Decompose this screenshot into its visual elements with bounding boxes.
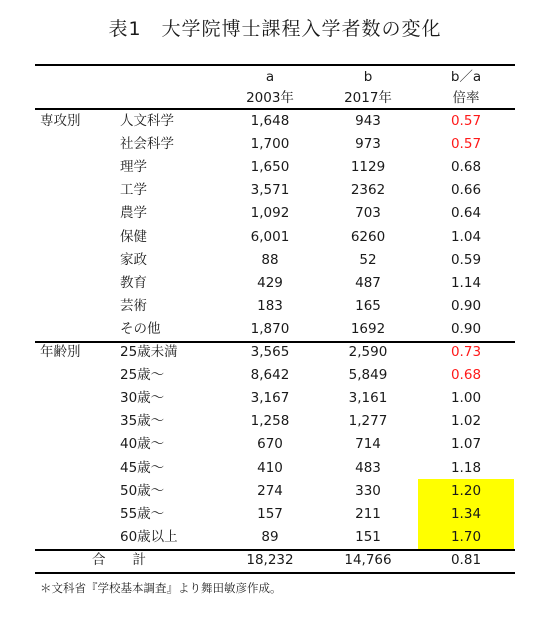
value-2017: 487 <box>355 274 381 291</box>
header-col-a-letter: a <box>265 69 275 85</box>
row-category: 40歳～ <box>120 436 165 453</box>
value-2017: 2362 <box>350 182 386 199</box>
row-category: 家政 <box>120 251 147 268</box>
value-2017: 52 <box>359 251 377 268</box>
header-rule <box>35 108 515 110</box>
value-2017: 1129 <box>350 159 386 176</box>
value-ratio: 1.07 <box>450 436 482 453</box>
row-category: 25歳未満 <box>120 344 178 360</box>
value-ratio: 0.68 <box>450 159 482 176</box>
value-2003: 670 <box>257 436 283 453</box>
value-2017: 483 <box>355 459 381 476</box>
value-2003: 1,870 <box>250 320 290 337</box>
value-2017: 943 <box>355 113 381 129</box>
value-ratio: 0.90 <box>450 297 482 314</box>
value-2017: 5,849 <box>348 367 388 384</box>
total-ratio: 0.81 <box>450 551 482 568</box>
row-category: 保健 <box>120 228 147 245</box>
value-2017: 2,590 <box>348 344 388 360</box>
value-2003: 274 <box>257 482 283 499</box>
top-rule <box>35 64 515 66</box>
value-2017: 6260 <box>350 228 386 245</box>
value-ratio: 0.73 <box>450 344 482 360</box>
value-ratio: 0.90 <box>450 320 482 337</box>
value-2003: 1,650 <box>250 159 290 176</box>
value-ratio: 1.18 <box>450 459 482 476</box>
value-2003: 1,258 <box>250 413 290 430</box>
value-ratio: 1.34 <box>450 505 482 522</box>
row-category: 芸術 <box>120 297 147 314</box>
value-2003: 6,001 <box>250 228 290 245</box>
value-2003: 8,642 <box>250 367 290 384</box>
value-2017: 973 <box>355 136 381 153</box>
value-2003: 157 <box>257 505 283 522</box>
header-ratio: 倍率 <box>452 90 480 106</box>
row-category: 農学 <box>120 205 147 222</box>
row-category: 社会科学 <box>120 136 174 153</box>
value-ratio: 1.20 <box>450 482 482 499</box>
value-ratio: 0.64 <box>450 205 482 222</box>
value-ratio: 0.68 <box>450 367 482 384</box>
value-2003: 3,565 <box>250 344 290 360</box>
total-2017: 14,766 <box>344 551 392 568</box>
value-2017: 165 <box>355 297 381 314</box>
row-category: 55歳～ <box>120 505 165 522</box>
value-2003: 410 <box>257 459 283 476</box>
total-label: 合 計 <box>92 551 146 568</box>
header-col-b-letter: b <box>363 69 373 85</box>
section-label: 年齢別 <box>40 344 81 360</box>
row-category: その他 <box>120 320 161 337</box>
value-ratio: 1.00 <box>450 390 482 407</box>
row-category: 50歳～ <box>120 482 165 499</box>
section-label: 専攻別 <box>40 113 81 129</box>
value-2003: 88 <box>261 251 279 268</box>
row-category: 理学 <box>120 159 147 176</box>
row-category: 45歳～ <box>120 459 165 476</box>
value-2003: 3,167 <box>250 390 290 407</box>
value-ratio: 1.14 <box>450 274 482 291</box>
value-2017: 3,161 <box>348 390 388 407</box>
value-2003: 1,700 <box>250 136 290 153</box>
row-category: 工学 <box>120 182 147 199</box>
value-2003: 429 <box>257 274 283 291</box>
value-ratio: 1.04 <box>450 228 482 245</box>
bottom-rule <box>35 572 515 574</box>
value-2017: 1,277 <box>348 413 388 430</box>
value-ratio: 0.57 <box>450 136 482 153</box>
row-category: 人文科学 <box>120 113 174 129</box>
row-category: 30歳～ <box>120 390 165 407</box>
footnote: ＊文科省『学校基本調査』より舞田敏彦作成。 <box>40 581 282 595</box>
value-2003: 3,571 <box>250 182 290 199</box>
header-col-a-year: 2003年 <box>246 90 294 106</box>
value-2017: 211 <box>355 505 381 522</box>
table-title: 表1 大学院博士課程入学者数の変化 <box>108 18 442 40</box>
value-2017: 1692 <box>350 320 386 337</box>
row-category: 教育 <box>120 274 147 291</box>
value-2003: 1,092 <box>250 205 290 222</box>
value-ratio: 0.57 <box>450 113 482 129</box>
value-2017: 151 <box>355 528 381 545</box>
value-ratio: 0.66 <box>450 182 482 199</box>
value-ratio: 1.02 <box>450 413 482 430</box>
value-2017: 703 <box>355 205 381 222</box>
row-category: 25歳～ <box>120 367 165 384</box>
value-2017: 330 <box>355 482 381 499</box>
value-ratio: 0.59 <box>450 251 482 268</box>
value-2003: 89 <box>261 528 279 545</box>
value-2017: 714 <box>355 436 381 453</box>
header-col-b-year: 2017年 <box>344 90 392 106</box>
value-2003: 1,648 <box>250 113 290 129</box>
row-category: 35歳～ <box>120 413 165 430</box>
value-2003: 183 <box>257 297 283 314</box>
value-ratio: 1.70 <box>450 528 482 545</box>
row-category: 60歳以上 <box>120 528 178 545</box>
total-2003: 18,232 <box>246 551 294 568</box>
header-ratio-formula: b／a <box>450 69 482 85</box>
